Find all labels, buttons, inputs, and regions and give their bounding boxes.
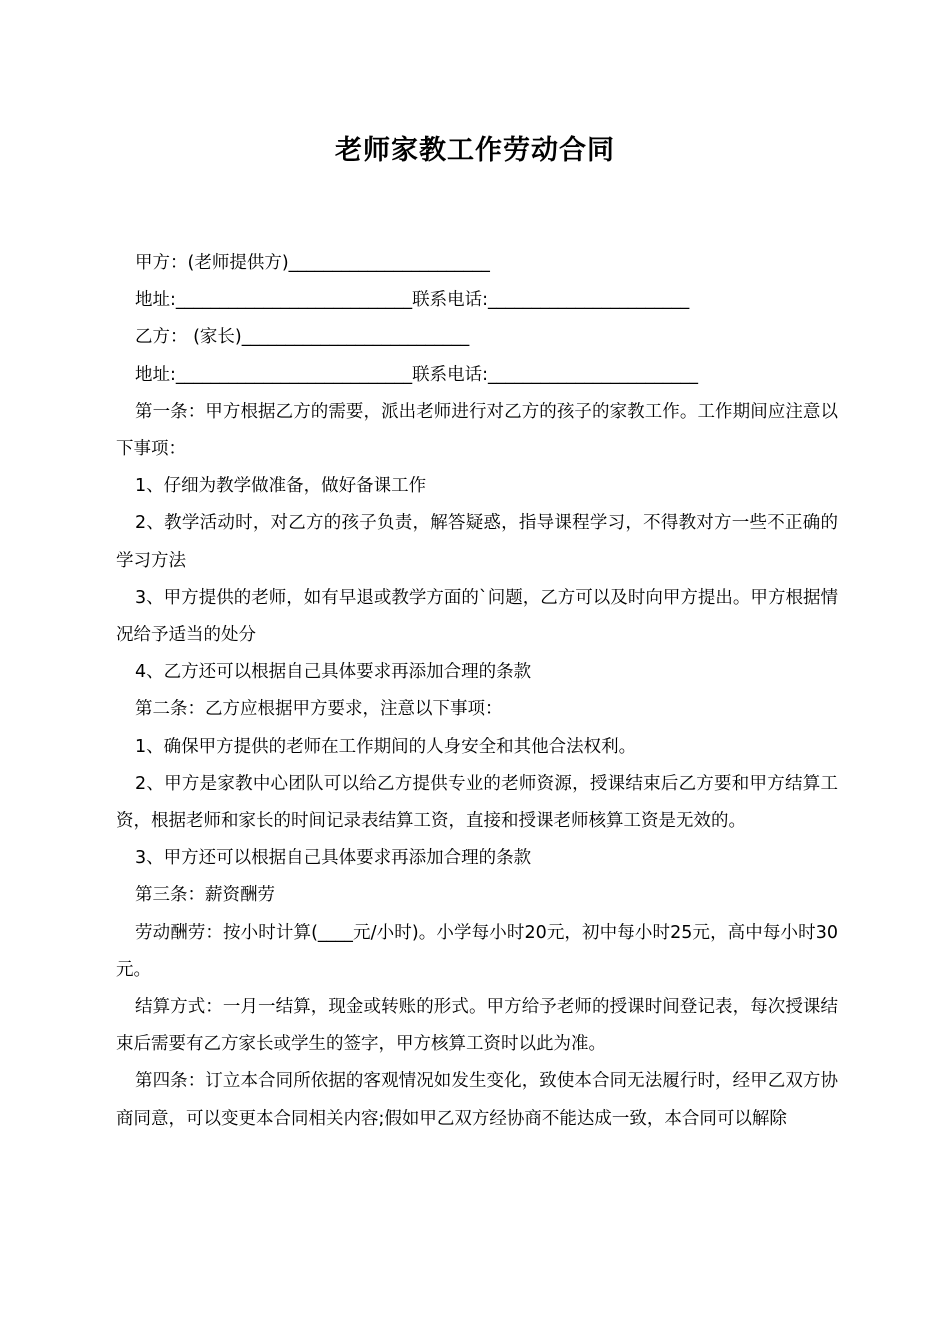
article-4-text: 第四条：订立本合同所依据的客观情况如发生变化，致使本合同无法履行时，经甲乙双方协商同意，可以变更本合同相关内容;假如甲乙双方经协商不能达成一致，本合同可以解除 (116, 1071, 838, 1129)
article-3-settlement: 结算方式：一月一结算，现金或转账的形式。甲方给予老师的授课时间登记表，每次授课结束后需要有乙方家长或学生的签字，甲方核算工资时以此为准。 (116, 997, 838, 1055)
article-2-item-3: 3、甲方还可以根据自己具体要求再添加合理的条款 (135, 848, 532, 869)
article-2-item-1: 1、确保甲方提供的老师在工作期间的人身安全和其他合法权利。 (135, 736, 637, 757)
article-2-heading: 第二条：乙方应根据甲方要求，注意以下事项： (135, 699, 503, 720)
article-1-item-1: 1、仔细为教学做准备，做好备课工作 (135, 476, 427, 497)
article-1-item-3: 3、甲方提供的老师，如有早退或教学方面的`问题，乙方可以及时向甲方提出。甲方根据情况给予适当的处分 (116, 587, 838, 646)
party-a-address-phone-field: 地址:___________________________联系电话:_______________________ (135, 290, 690, 311)
article-3-pay-rate: 劳动酬劳：按小时计算(____元/小时)。小学每小时20元，初中每小时25元，高中每小时30元。 (116, 922, 838, 980)
party-b-address-phone-field: 地址:___________________________联系电话:________________________ (135, 364, 699, 385)
party-b-field: 乙方： (家长)__________________________ (135, 327, 470, 348)
document-body (116, 245, 838, 1138)
article-1-item-2: 2、教学活动时，对乙方的孩子负责，解答疑惑，指导课程学习，不得教对方一些不正确的学习方法 (116, 513, 838, 571)
article-1-item-4: 4、乙方还可以根据自己具体要求再添加合理的条款 (135, 662, 532, 683)
article-3-heading: 第三条：薪资酬劳 (135, 885, 275, 906)
article-1-heading: 第一条：甲方根据乙方的需要，派出老师进行对乙方的孩子的家教工作。工作期间应注意以下事项： (116, 401, 838, 460)
party-a-field: 甲方：(老师提供方)_______________________ (135, 253, 490, 273)
article-2-item-2: 2、甲方是家教中心团队可以给乙方提供专业的老师资源，授课结束后乙方要和甲方结算工资，根据老师和家长的时间记录表结算工资，直接和授课老师核算工资是无效的。 (116, 773, 838, 832)
document-title: 老师家教工作劳动合同 (335, 135, 615, 166)
